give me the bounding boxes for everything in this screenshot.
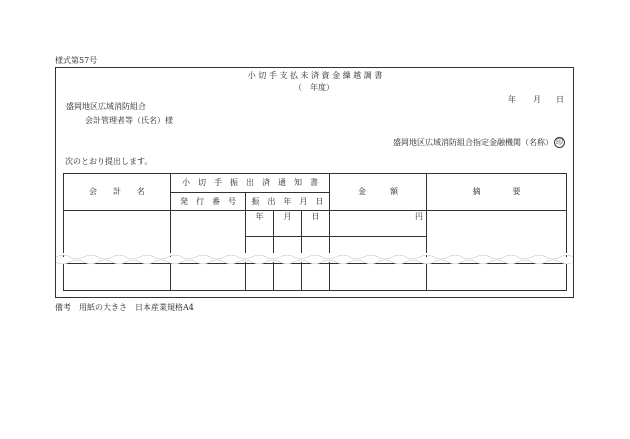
cell-issue-no-last [171,263,246,291]
intro-text: 次のとおり提出します。 [65,157,153,166]
header-check-group: 小 切 手 振 出 済 通 知 書 [171,174,330,193]
form-title: 小 切 手 支 払 未 済 資 金 繰 越 調 書 [247,71,383,80]
funds-table [63,173,567,291]
cell-account-last [64,263,171,291]
header-issue-date: 振 出 年 月 日 [246,193,330,211]
seal-mark: 印 [556,138,563,146]
cell-yen: 円 [330,211,427,237]
cell-day: 日 [302,211,330,237]
cell-month-last [274,263,302,291]
omission-break [56,253,573,266]
date-month: 月 [533,95,541,104]
addressee-org: 盛岡地区広域消防組合 [66,102,146,111]
cell-day-last [302,263,330,291]
date-day: 日 [556,95,564,104]
cell-summary-last [427,263,567,291]
addressee-officer: 会計管理者等（氏名）様 [85,116,173,125]
submitter-label: 盛岡地区広域消防組合指定金融機関（名称） [393,138,553,147]
footnote: 備考 用紙の大きさ 日本産業規格A4 [55,303,194,312]
header-issue-no: 発 行 番 号 [171,193,246,211]
cell-amount-last [330,263,427,291]
header-amount: 金 額 [330,174,427,211]
form-number: 様式第57号 [55,56,98,65]
fiscal-year: （ 年度） [294,83,334,92]
cell-year: 年 [246,211,274,237]
date-year: 年 [508,95,516,104]
header-account: 会 計 名 [64,174,171,211]
cell-month: 月 [274,211,302,237]
header-summary: 摘 要 [427,174,567,211]
cell-year-last [246,263,274,291]
